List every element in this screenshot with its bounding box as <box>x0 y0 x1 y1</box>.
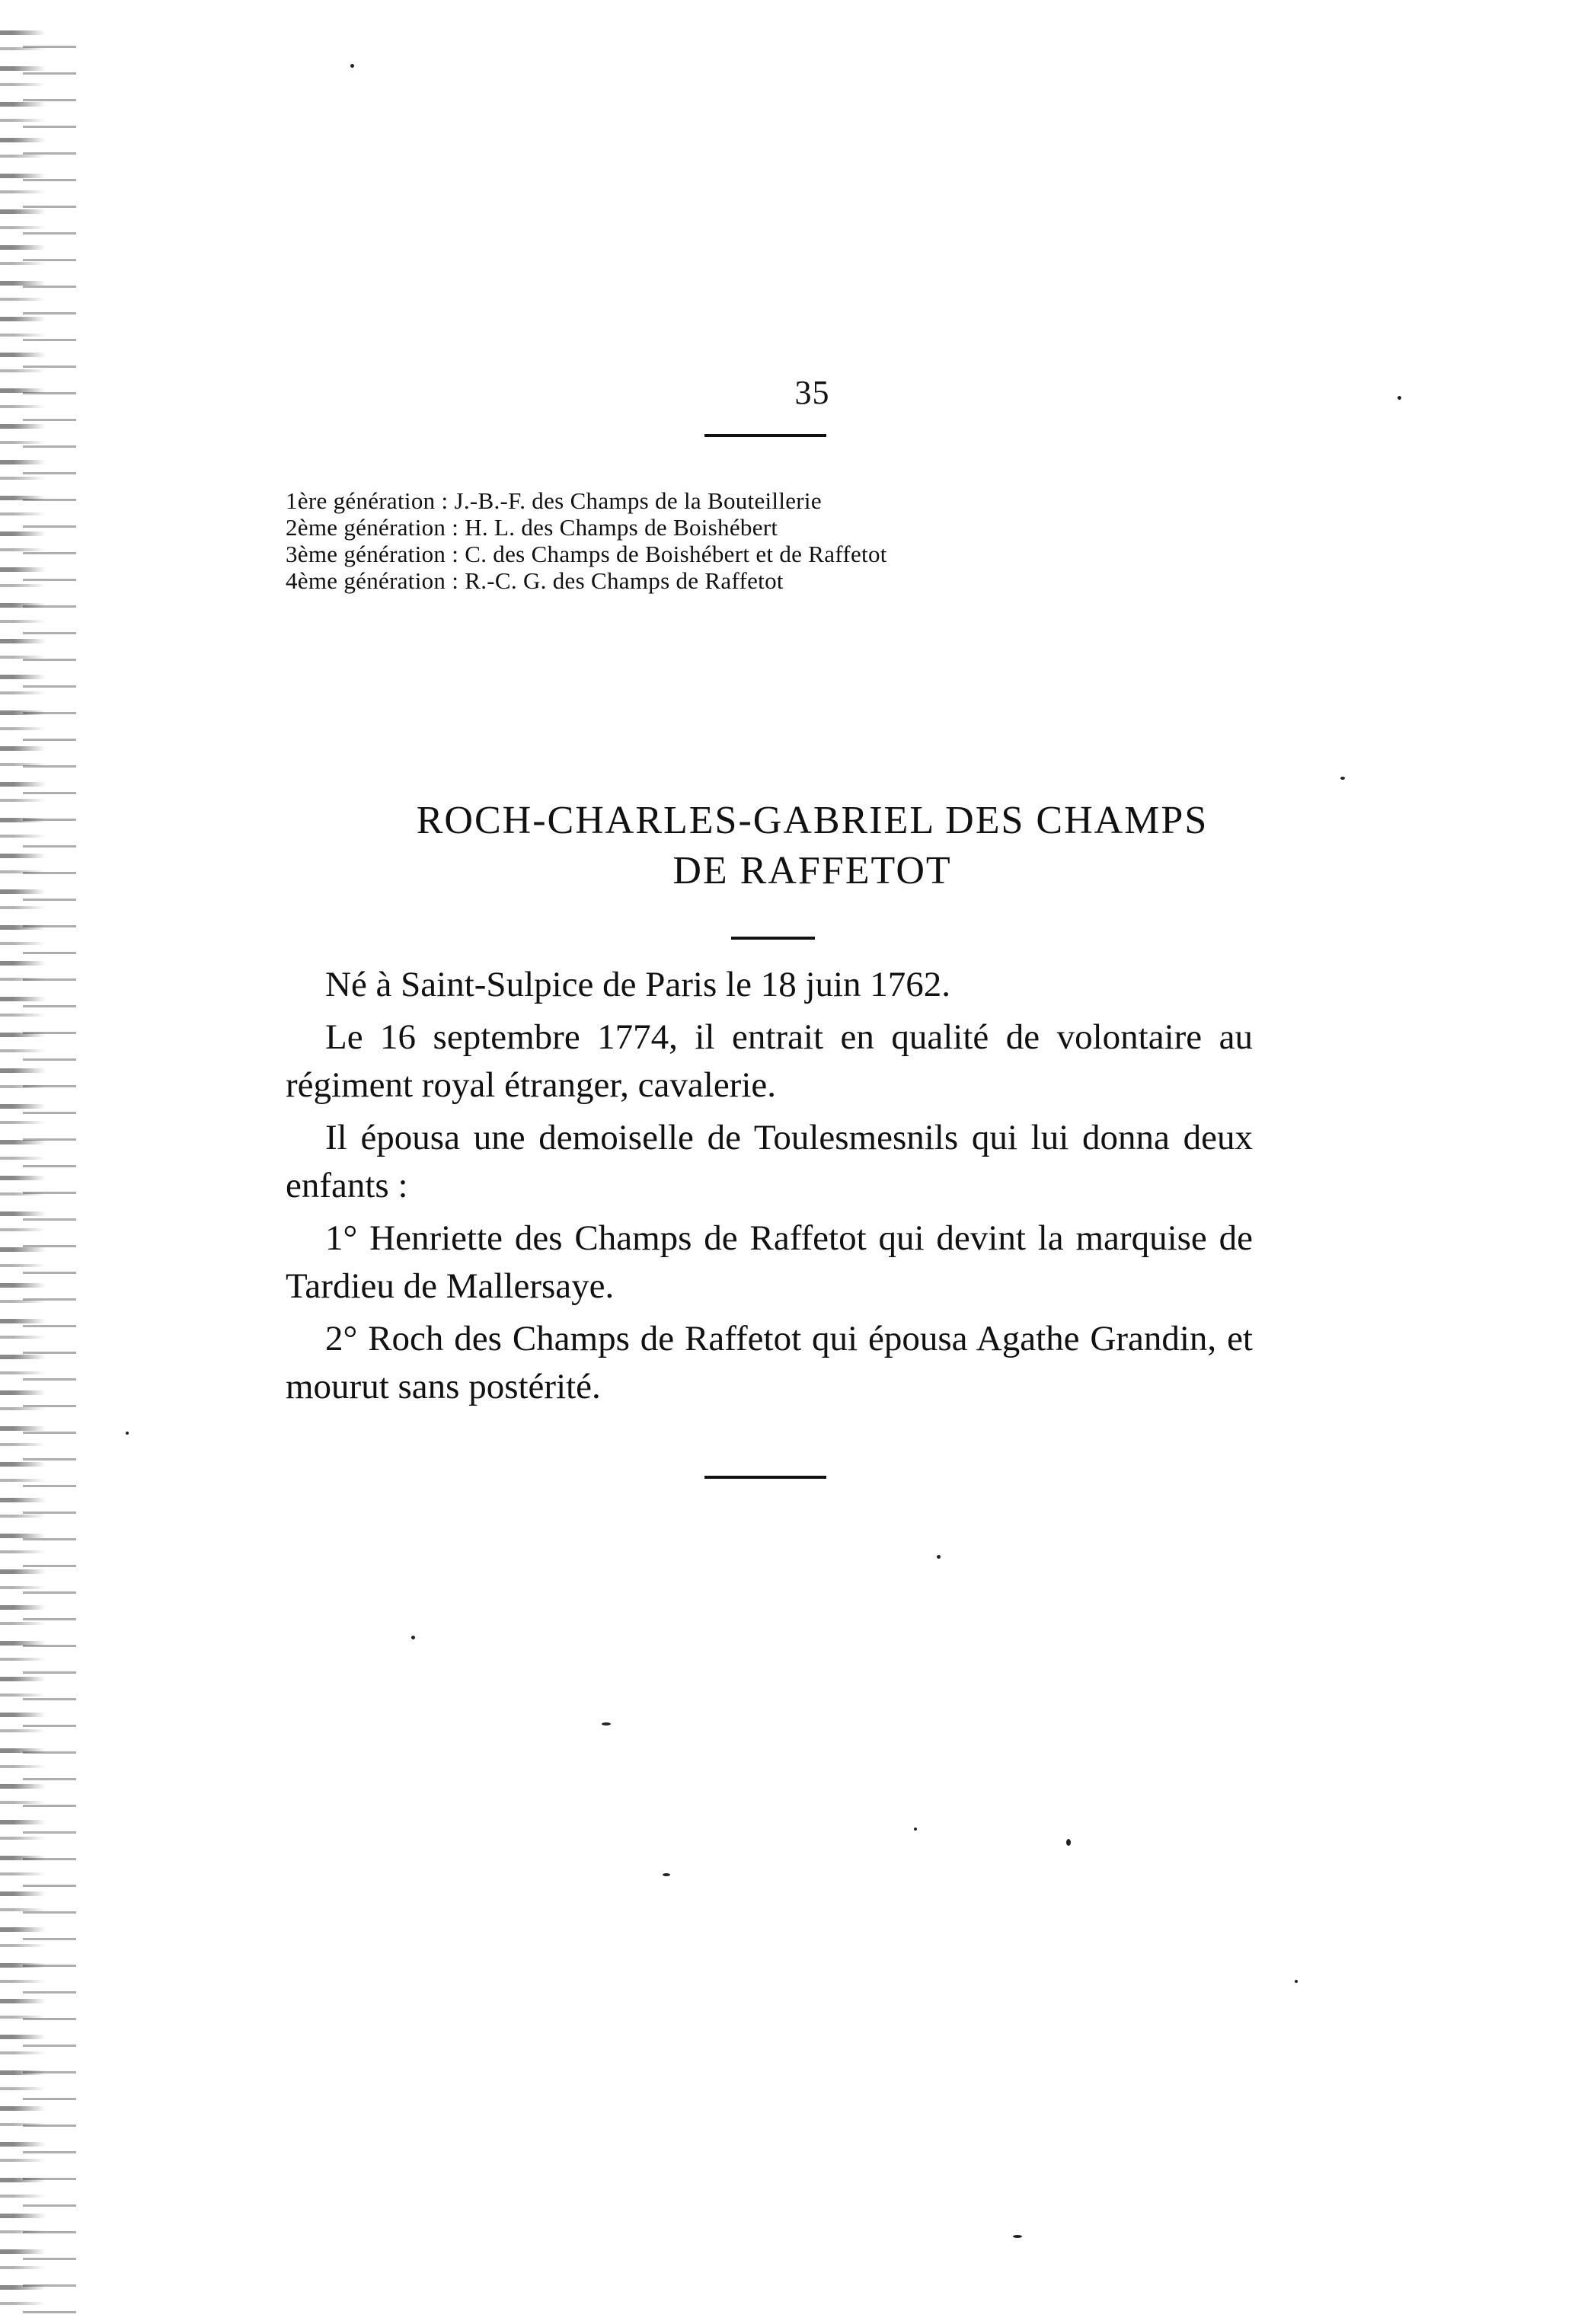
generation-label: 4ème génération : <box>286 567 459 594</box>
scan-speck <box>937 1555 941 1559</box>
closing-rule <box>704 1476 826 1479</box>
generation-name: C. des Champs de Boishébert et de Raffetot <box>465 541 887 567</box>
body-text <box>286 961 1253 1416</box>
heading-rule <box>731 937 815 940</box>
generation-name: R.-C. G. des Champs de Raffetot <box>465 567 784 594</box>
paragraph-child-2: 2° Roch des Champs de Raffetot qui épousa Agathe Grandin, et mourut sans postérité. <box>286 1319 1253 1406</box>
scan-speck <box>411 1636 415 1639</box>
generation-label: 2ème génération : <box>286 514 459 541</box>
generation-list <box>286 487 887 594</box>
scan-speck <box>1340 777 1345 780</box>
heading-line-2: DE RAFFETOT <box>672 849 952 892</box>
scan-speck <box>1013 2235 1022 2238</box>
page-number: 35 <box>794 374 830 411</box>
scan-speck <box>663 1873 670 1876</box>
scan-speck <box>602 1722 611 1725</box>
generation-line-4 <box>286 567 887 594</box>
generation-line-3 <box>286 541 887 567</box>
paragraph-birth: Né à Saint-Sulpice de Paris le 18 juin 1762. <box>325 965 951 1004</box>
scan-speck <box>1066 1839 1071 1846</box>
header-rule <box>704 434 826 437</box>
generation-label: 3ème génération : <box>286 541 459 567</box>
paragraph-child-1: 1° Henriette des Champs de Raffetot qui devint la marquise de Tardieu de Mallersaye. <box>286 1218 1253 1306</box>
generation-name: J.-B.-F. des Champs de la Bouteillerie <box>454 487 822 514</box>
generation-line-1 <box>286 487 887 514</box>
scan-speck <box>350 64 354 68</box>
generation-name: H. L. des Champs de Boishébert <box>465 514 778 541</box>
heading-line-1: ROCH-CHARLES-GABRIEL DES CHAMPS <box>416 799 1209 842</box>
section-heading <box>15 796 1594 896</box>
paragraph-marriage: Il épousa une demoiselle de Toulesmesnils qui lui donna deux enfants : <box>286 1118 1253 1205</box>
scan-speck <box>1295 1980 1298 1983</box>
scan-speck <box>126 1432 129 1435</box>
generation-label: 1ère génération : <box>286 487 449 514</box>
scan-speck <box>914 1828 917 1831</box>
paragraph-enlistment: Le 16 septembre 1774, il entrait en qualité de volontaire au régiment royal étranger, cavalerie. <box>286 1017 1253 1105</box>
generation-line-2 <box>286 514 887 541</box>
